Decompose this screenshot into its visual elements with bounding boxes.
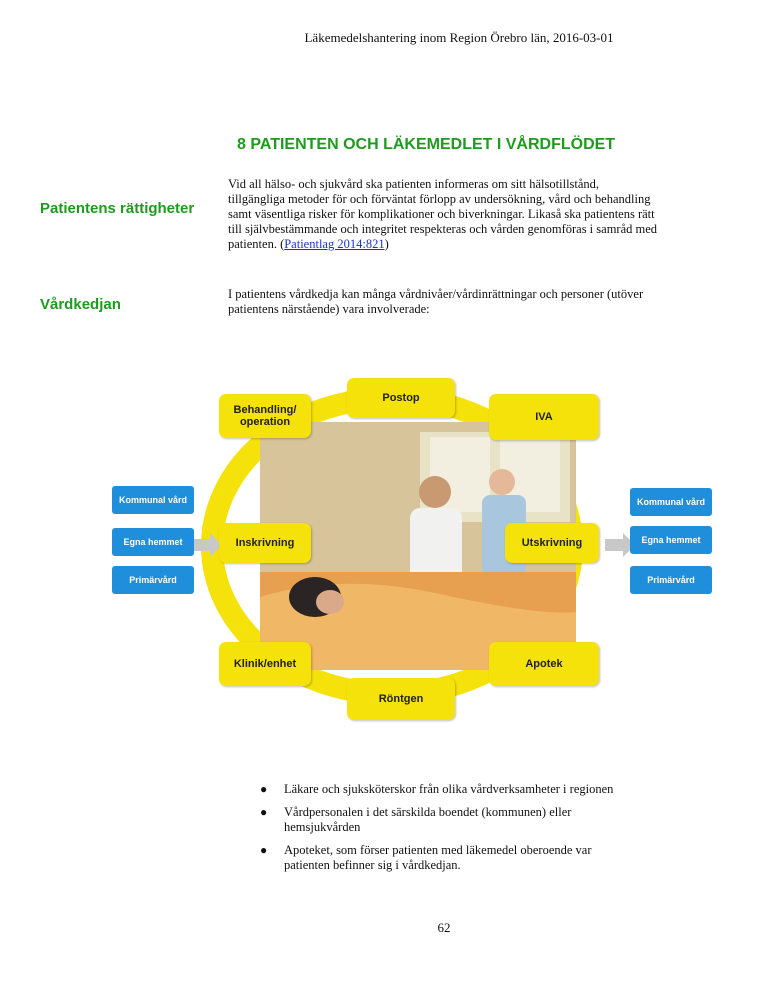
left-box-kommunal: Kommunal vård (112, 486, 194, 514)
list-item (260, 782, 640, 797)
bullet-text: Läkare och sjuksköterskor från olika vårdverksamheter i regionen (284, 782, 614, 796)
left-box-egna-hemmet: Egna hemmet (112, 528, 194, 556)
right-box-kommunal: Kommunal vård (630, 488, 712, 516)
page-header: Läkemedelshantering inom Region Örebro län, 2016-03-01 (304, 30, 614, 45)
rights-paragraph-end: ) (384, 237, 389, 251)
right-box-primarvard: Primärvård (630, 566, 712, 594)
bullet-icon: ● (260, 782, 268, 796)
box-inskrivning: Inskrivning (219, 523, 311, 563)
left-arrow (192, 533, 222, 557)
left-box-primarvard: Primärvård (112, 566, 194, 594)
side-heading-chain: Vårdkedjan (40, 296, 121, 313)
list-item (260, 805, 640, 835)
bullet-icon: ● (260, 843, 268, 857)
box-behandling: Behandling/ operation (219, 394, 311, 438)
bullet-list (260, 782, 640, 881)
page-number: 62 (437, 920, 451, 935)
care-chain-diagram (100, 370, 730, 720)
list-item (260, 843, 640, 873)
box-iva: IVA (489, 394, 599, 440)
box-utskrivning: Utskrivning (505, 523, 599, 563)
rights-paragraph-text: Vid all hälso- och sjukvård ska patienten informeras om sitt hälsotillstånd, tillgängliga metoder för och förväntat förlopp av undersökning, vård och behandling samt väsentliga risker för komplikationer och biverkningar. Likaså ska patientens rätt till självbestämmande och integritet respekteras och vården genomföras i samråd med patienten. ( (228, 177, 658, 251)
chapter-title: 8 PATIENTEN OCH LÄKEMEDLET I VÅRDFLÖDET (237, 136, 616, 153)
patientlag-link[interactable]: Patientlag 2014:821 (284, 237, 385, 251)
bullet-text: Apoteket, som förser patienten med läkemedel oberoende var patienten befinner sig i vårdkedjan. (284, 843, 592, 872)
chain-paragraph: I patientens vårdkedja kan många vårdnivåer/vårdinrättningar och personer (utöver patientens närstående) vara involverade: (228, 287, 644, 316)
side-heading-rights: Patientens rättigheter (40, 200, 195, 217)
box-apotek: Apotek (489, 642, 599, 686)
box-klinik: Klinik/enhet (219, 642, 311, 686)
bullet-icon: ● (260, 805, 268, 819)
box-postop: Postop (347, 378, 455, 418)
box-rontgen: Röntgen (347, 678, 455, 720)
rights-paragraph (228, 177, 658, 252)
bullet-text: Vårdpersonalen i det särskilda boendet (kommunen) eller hemsjukvården (284, 805, 572, 834)
right-box-egna-hemmet: Egna hemmet (630, 526, 712, 554)
